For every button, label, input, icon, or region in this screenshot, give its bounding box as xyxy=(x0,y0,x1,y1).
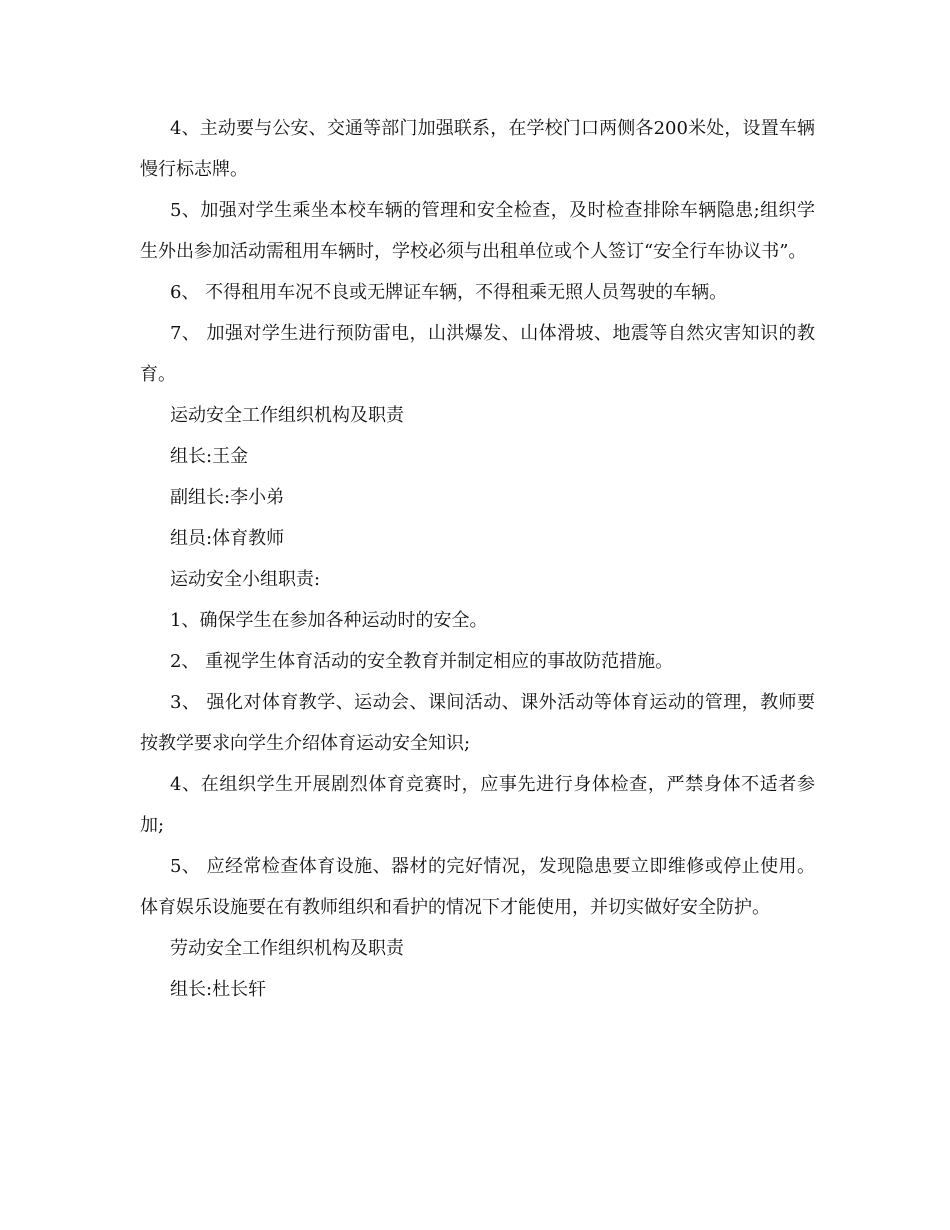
document-body xyxy=(140,108,815,1010)
paragraph-disaster-education: 7、 加强对学生进行预防雷电，山洪爆发、山体滑坡、地震等自然灾害知识的教育。 xyxy=(140,323,815,385)
paragraph-no-unlicensed-vehicles: 6、 不得租用车况不良或无牌证车辆，不得租乘无照人员驾驶的车辆。 xyxy=(170,282,728,303)
paragraph-traffic-signs: 4、主动要与公安、交通等部门加强联系，在学校门口两侧各200米处，设置车辆慢行标志牌。 xyxy=(140,118,815,180)
section-heading-labor-safety: 劳动安全工作组织机构及职责 xyxy=(170,938,404,959)
sports-duty-3: 3、 强化对体育教学、运动会、课间活动、课外活动等体育运动的管理，教师要按教学要求向学生介绍体育运动安全知识; xyxy=(140,692,815,754)
section-heading-sports-safety: 运动安全工作组织机构及职责 xyxy=(170,405,404,426)
paragraph-vehicle-safety: 5、加强对学生乘坐本校车辆的管理和安全检查，及时检查排除车辆隐患;组织学生外出参加活动需租用车辆时，学校必须与出租单位或个人签订“安全行车协议书”。 xyxy=(140,200,815,262)
sports-team-duties-heading: 运动安全小组职责: xyxy=(170,569,321,590)
sports-duty-5: 5、 应经常检查体育设施、器材的完好情况，发现隐患要立即维修或停止使用。体育娱乐设施要在有教师组织和看护的情况下才能使用，并切实做好安全防护。 xyxy=(140,856,815,918)
labor-team-leader: 组长:杜长轩 xyxy=(170,979,267,1000)
sports-team-deputy-leader: 副组长:李小弟 xyxy=(170,487,285,508)
sports-team-leader: 组长:王金 xyxy=(170,446,249,467)
sports-duty-2: 2、 重视学生体育活动的安全教育并制定相应的事故防范措施。 xyxy=(170,651,674,672)
sports-team-members: 组员:体育教师 xyxy=(170,528,285,549)
sports-duty-4: 4、在组织学生开展剧烈体育竞赛时，应事先进行身体检查，严禁身体不适者参加; xyxy=(140,774,815,836)
sports-duty-1: 1、确保学生在参加各种运动时的安全。 xyxy=(170,610,488,631)
